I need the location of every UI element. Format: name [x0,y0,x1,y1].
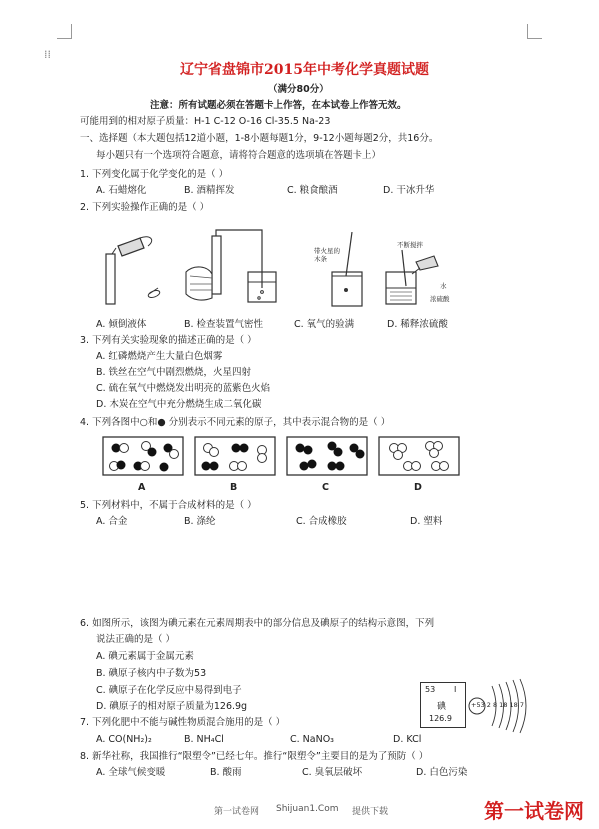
q7-option-b: B. NH₄Cl [184,734,224,745]
molecule-box-a [102,436,184,476]
atomic-number: 53 [425,685,436,694]
q8-option-a: A. 全球气候变暖 [96,767,166,778]
q5-option-c: C. 合成橡胶 [296,516,347,527]
brand-watermark: 第一试卷网 [484,799,584,823]
atomic-masses: 可能用到的相对原子质量：H-1 C-12 O-16 Cl-35.5 Na-23 [80,116,331,127]
fig-d-label-acid: 浓硫酸 [430,295,450,303]
q8-option-d: D. 白色污染 [416,767,468,778]
figure-oxygen-test [326,232,376,308]
page-title: 辽宁省盘锦市2015年中考化学真题试题 [180,62,429,78]
q1-option-d: D. 干冰升华 [383,185,435,196]
q2-option-a: A. 倾倒液体 [96,319,147,330]
footer-right: 提供下载 [352,807,389,817]
q8-option-c: C. 臭氧层破坏 [302,767,363,778]
q3-option-c: C. 硫在氧气中燃烧发出明亮的蓝紫色火焰 [96,383,271,394]
q8-option-b: B. 酸雨 [210,767,242,778]
q2-option-b: B. 检查装置气密性 [184,319,264,330]
q5-option-d: D. 塑料 [410,516,443,527]
crop-mark [527,24,542,39]
q5-option-a: A. 合金 [96,516,128,527]
atomic-mass: 126.9 [429,714,452,723]
fig-d-label-water: 水 [440,282,447,290]
section-heading: 一、选择题（本大题包括12道小题，1-8小题每题1分，9-12小题每题2分，共16分。 [80,133,439,144]
fig-c-label: 带火星的木条 [314,247,340,263]
q6-option-b: B. 碘原子核内中子数为53 [96,668,207,679]
question-8: 8. 新华社称，我国推行“限塑令”已经七年。推行“限塑令”主要目的是为了预防（ ） [80,751,429,762]
q5-option-b: B. 涤纶 [184,516,216,527]
question-2: 2. 下列实验操作正确的是（ ） [80,202,210,213]
q6-option-c: C. 碘原子在化学反应中易得到电子 [96,685,242,696]
q2-option-d: D. 稀释浓硫酸 [387,319,448,330]
q1-option-b: B. 酒精挥发 [184,185,235,196]
q1-option-c: C. 粮食酿酒 [287,185,338,196]
q6-option-d: D. 碘原子的相对原子质量为126.9g [96,701,248,712]
question-4: 4. 下列各图中○和● 分别表示不同元素的原子，其中表示混合物的是（ ） [80,417,391,428]
atom-structure-label: +53 2 8 18 18 7 [471,701,524,709]
figure-dilute-acid [382,248,452,306]
notice: 注意：所有试题必须在答题卡上作答，在本试卷上作答无效。 [150,100,407,111]
figure-airtightness-check [182,228,282,308]
question-6-cont: 说法正确的是（ ） [96,634,176,645]
q7-option-d: D. KCl [393,734,422,745]
footer-site[interactable]: Shijuan1.Com [276,804,339,814]
q7-option-c: C. NaNO₃ [290,734,334,745]
molecule-box-d [378,436,460,476]
question-1: 1. 下列变化属于化学变化的是（ ） [80,169,229,180]
question-3: 3. 下列有关实验现象的描述正确的是（ ） [80,335,257,346]
score-note: （满分80分） [268,84,329,95]
question-6: 6. 如图所示，该图为碘元素在元素周期表中的部分信息及碘原子的结构示意图，下列 [80,618,435,629]
drag-handle-icon[interactable]: ⁞⁞ [44,48,51,61]
q7-option-a: A. CO(NH₂)₂ [96,734,152,745]
box-label-c: C [322,482,329,493]
q3-option-d: D. 木炭在空气中充分燃烧生成二氧化碳 [96,399,262,410]
q3-option-a: A. 红磷燃烧产生大量白色烟雾 [96,351,223,362]
element-symbol: I [454,685,457,694]
element-tile-iodine [420,682,466,728]
question-7: 7. 下列化肥中不能与碱性物质混合施用的是（ ） [80,717,286,728]
q3-option-b: B. 铁丝在空气中剧烈燃烧，火星四射 [96,367,252,378]
crop-mark [57,24,72,39]
fig-d-label-stir: 不断搅拌 [397,241,423,249]
footer-left: 第一试卷网 [214,807,260,817]
q2-option-c: C. 氧气的验满 [294,319,355,330]
element-name: 碘 [437,702,447,712]
section-instructions: 每小题只有一个选项符合题意，请将符合题意的选项填在答题卡上） [96,150,382,161]
box-label-b: B [230,482,238,493]
box-label-a: A [138,482,146,493]
molecule-box-c [286,436,368,476]
figure-pouring-liquid [96,232,168,306]
q1-option-a: A. 石蜡熔化 [96,185,147,196]
question-5: 5. 下列材料中，不属于合成材料的是（ ） [80,500,257,511]
molecule-box-b [194,436,276,476]
q6-option-a: A. 碘元素属于金属元素 [96,651,194,662]
box-label-d: D [414,482,422,493]
